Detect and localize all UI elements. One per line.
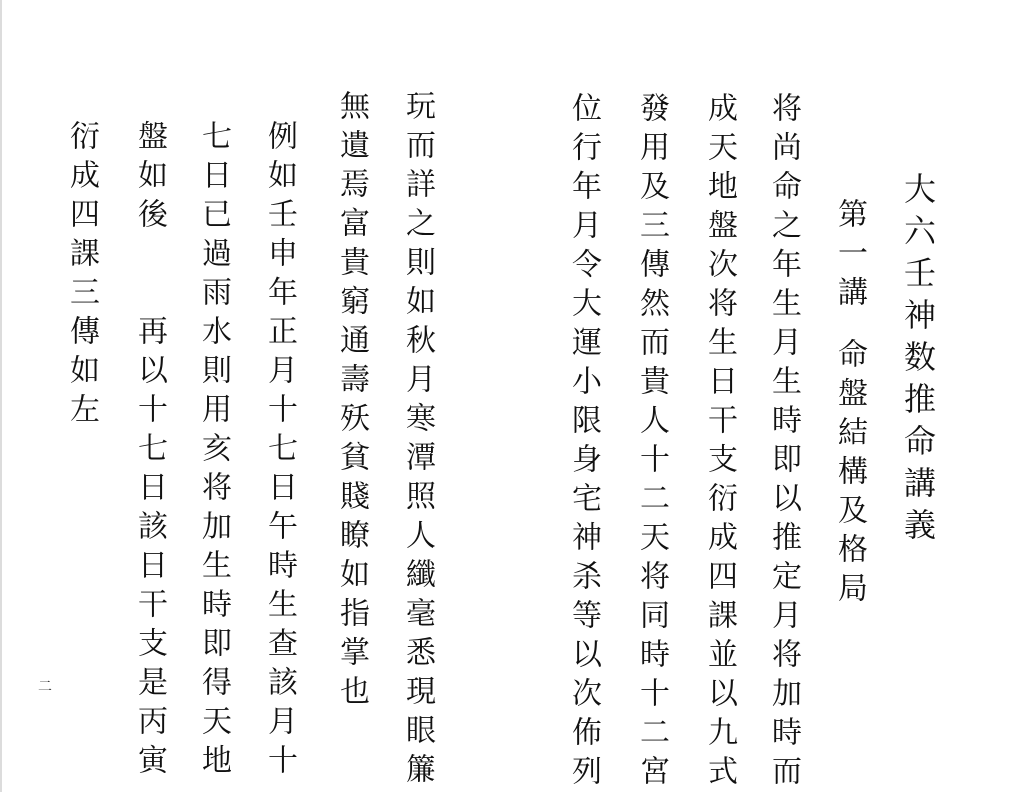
right-column-2: 成天地盤次将生日干支衍成四課並以九式: [702, 92, 737, 794]
right-column-4: 位行年月令大運小限身宅神杀等以次佈列: [566, 92, 601, 794]
left-column-5: 盤如後 再以十七日該日干支是丙寅: [132, 120, 167, 783]
document-title: 大六壬神数推命講義: [899, 172, 937, 550]
left-column-4: 七日已過雨水則用亥将加生時即得天地: [196, 120, 231, 783]
left-column-2: 無遺焉富貴窮通壽殀貧賤瞭如指掌也: [334, 90, 369, 714]
page-number: 二: [38, 679, 52, 695]
lesson-topic: 命盤結構及格局: [832, 338, 867, 611]
lesson-heading: 第一講: [832, 198, 867, 315]
page-edge-line: [0, 0, 2, 792]
right-column-3: 發用及三傳然而貴人十二天将同時十二宮: [634, 92, 669, 794]
left-column-1: 玩而詳之則如秋月寒潭照人纖毫悉現眼簾: [400, 90, 435, 792]
right-column-1: 将尚命之年生月生時即以推定月将加時而: [766, 92, 801, 794]
left-column-3: 例如壬申年正月十七日午時生查該月十: [262, 120, 297, 783]
left-column-6: 衍成四課三傳如左: [64, 120, 99, 432]
